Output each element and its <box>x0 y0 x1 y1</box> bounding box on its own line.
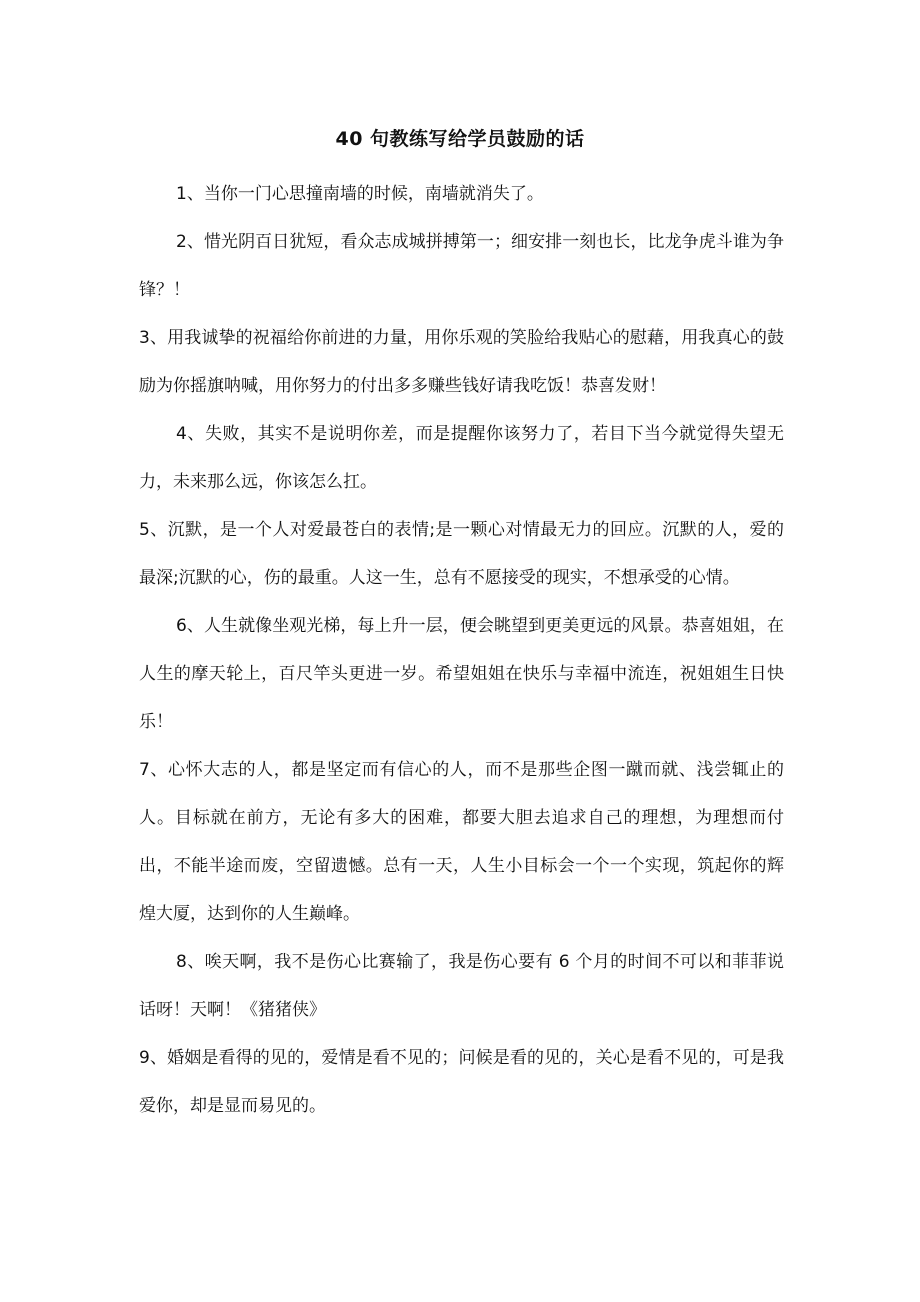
document-title: 40 句教练写给学员鼓励的话 <box>335 128 585 150</box>
paragraph-7: 7、心怀大志的人，都是坚定而有信心的人，而不是那些企图一蹴而就、浅尝辄止的人。目标就在前方，无论有多大的困难，都要大胆去追求自己的理想，为理想而付出，不能半途而废，空留遗憾。总有一天，人生小目标会一个一个实现，筑起你的辉煌大厦，达到你的人生巅峰。 <box>139 760 784 924</box>
paragraph-5: 5、沉默，是一个人对爱最苍白的表情;是一颗心对情最无力的回应。沉默的人，爱的最深;沉默的心，伤的最重。人这一生，总有不愿接受的现实，不想承受的心情。 <box>139 520 784 588</box>
paragraph-6: 6、人生就像坐观光梯，每上升一层，便会眺望到更美更远的风景。恭喜姐姐，在人生的摩天轮上，百尺竿头更进一岁。希望姐姐在快乐与幸福中流连，祝姐姐生日快乐！ <box>139 616 784 732</box>
paragraph-4: 4、失败，其实不是说明你差，而是提醒你该努力了，若目下当今就觉得失望无力，未来那么远，你该怎么扛。 <box>139 424 784 492</box>
document-body <box>139 170 784 1130</box>
paragraph-9: 9、婚姻是看得的见的，爱情是看不见的；问候是看的见的，关心是看不见的，可是我爱你，却是显而易见的。 <box>139 1048 784 1116</box>
paragraph-2: 2、惜光阴百日犹短，看众志成城拼搏第一；细安排一刻也长，比龙争虎斗谁为争锋？！ <box>139 232 784 300</box>
paragraph-8: 8、唉天啊，我不是伤心比赛输了，我是伤心要有 6 个月的时间不可以和菲菲说话呀！天啊！《猪猪侠》 <box>139 952 784 1020</box>
paragraph-1: 1、当你一门心思撞南墙的时候，南墙就消失了。 <box>176 184 544 204</box>
paragraph-3: 3、用我诚挚的祝福给你前进的力量，用你乐观的笑脸给我贴心的慰藉，用我真心的鼓励为你摇旗呐喊，用你努力的付出多多赚些钱好请我吃饭！恭喜发财！ <box>139 328 784 396</box>
